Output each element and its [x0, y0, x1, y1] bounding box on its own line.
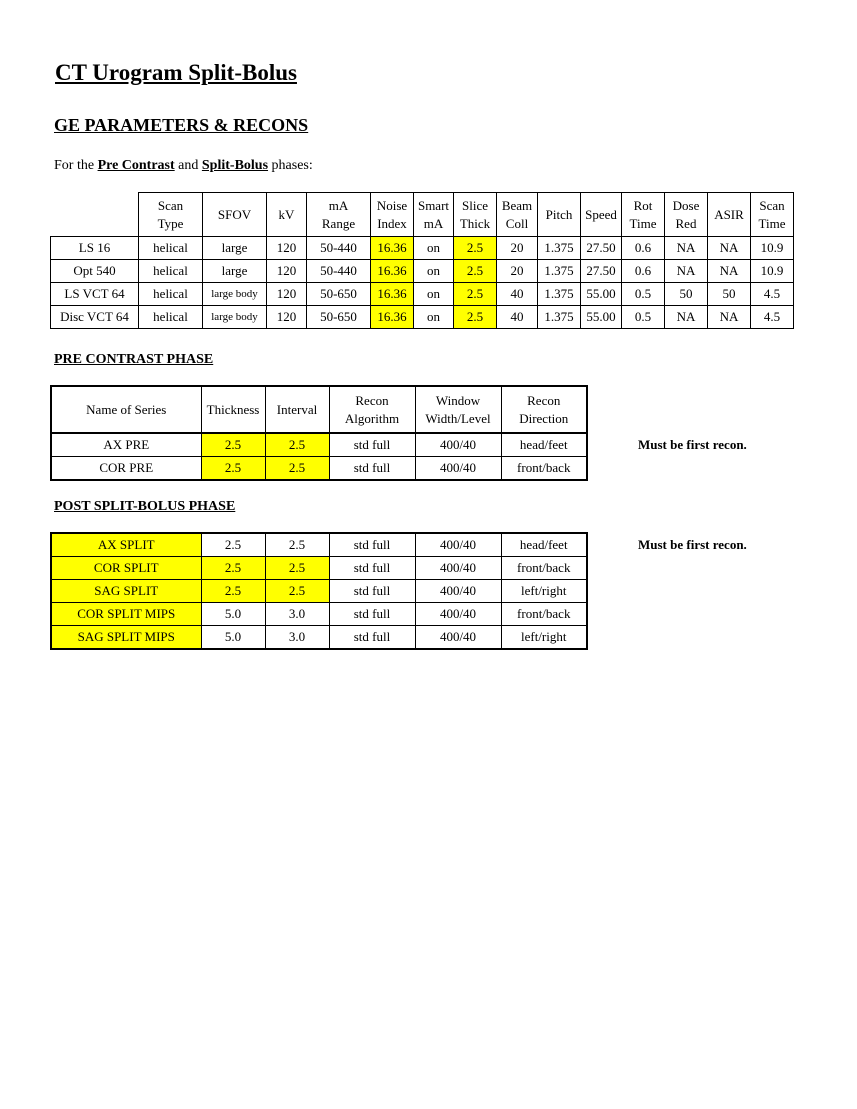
post-row-sag-split: [51, 580, 587, 603]
params-header-pitch: Pitch: [538, 193, 581, 237]
table-cell: 27.50: [581, 260, 622, 283]
table-cell: 4.5: [751, 306, 794, 329]
table-cell: NA: [708, 306, 751, 329]
table-cell: 2.5: [265, 557, 329, 580]
table-cell: 0.5: [622, 306, 665, 329]
table-cell: 400/40: [415, 557, 501, 580]
params-row-ls16: [51, 237, 794, 260]
document-title: CT Urogram Split-Bolus: [55, 60, 297, 85]
table-cell: left/right: [501, 580, 587, 603]
table-cell: 55.00: [581, 306, 622, 329]
post-row-cor-split: [51, 557, 587, 580]
table-cell: 0.5: [622, 283, 665, 306]
table-cell: NA: [665, 260, 708, 283]
params-row-disc-vct64: [51, 306, 794, 329]
post-split-bolus-heading: POST SPLIT-BOLUS PHASE: [54, 499, 236, 514]
table-cell: 400/40: [415, 626, 501, 650]
table-cell: 50-440: [307, 237, 371, 260]
table-cell: 4.5: [751, 283, 794, 306]
table-cell: 400/40: [415, 533, 501, 557]
post-row-sag-split-mips: [51, 626, 587, 650]
params-header-row: [51, 193, 794, 237]
table-cell: Disc VCT 64: [51, 306, 139, 329]
table-cell: on: [414, 283, 454, 306]
table-cell: 3.0: [265, 603, 329, 626]
table-cell: 1.375: [538, 237, 581, 260]
table-cell: 400/40: [415, 457, 501, 481]
table-cell: 2.5: [265, 533, 329, 557]
pre-row-cor-pre: [51, 457, 587, 481]
params-row-ls-vct64: [51, 283, 794, 306]
section-title: GE PARAMETERS & RECONS: [54, 115, 309, 135]
table-cell: 2.5: [265, 433, 329, 457]
pre-header-recon-direction: Recon Direction: [501, 386, 587, 433]
params-header-sfov: SFOV: [203, 193, 267, 237]
table-cell: large body: [203, 283, 267, 306]
post-row-ax-split: [51, 533, 587, 557]
pre-contrast-heading: PRE CONTRAST PHASE: [54, 352, 214, 367]
table-cell: 2.5: [265, 457, 329, 481]
table-cell: 40: [497, 283, 538, 306]
table-cell: head/feet: [501, 533, 587, 557]
pre-row-ax-pre: [51, 433, 587, 457]
table-cell: 16.36: [371, 237, 414, 260]
pre-header-window: Window Width/Level: [415, 386, 501, 433]
post-note: Must be first recon.: [638, 537, 747, 552]
table-cell: 2.5: [201, 457, 265, 481]
params-header-smart-ma: Smart mA: [414, 193, 454, 237]
params-header-scan-time: Scan Time: [751, 193, 794, 237]
params-header-ma-range: mA Range: [307, 193, 371, 237]
table-cell: large: [203, 260, 267, 283]
params-header-asir: ASIR: [708, 193, 751, 237]
scan-parameters-table: [50, 192, 794, 329]
table-cell: 3.0: [265, 626, 329, 650]
table-cell: NA: [708, 237, 751, 260]
table-cell: 400/40: [415, 433, 501, 457]
table-cell: head/feet: [501, 433, 587, 457]
table-cell: COR SPLIT MIPS: [51, 603, 201, 626]
table-cell: 2.5: [265, 580, 329, 603]
params-header-kv: kV: [267, 193, 307, 237]
table-cell: 2.5: [201, 433, 265, 457]
table-cell: LS VCT 64: [51, 283, 139, 306]
table-cell: std full: [329, 433, 415, 457]
table-cell: 16.36: [371, 283, 414, 306]
post-row-cor-split-mips: [51, 603, 587, 626]
table-cell: 16.36: [371, 306, 414, 329]
table-cell: 120: [267, 306, 307, 329]
table-cell: 400/40: [415, 603, 501, 626]
table-cell: 1.375: [538, 283, 581, 306]
table-cell: 50-440: [307, 260, 371, 283]
table-cell: 50: [665, 283, 708, 306]
params-header-noise-index: Noise Index: [371, 193, 414, 237]
params-header-dose-red: Dose Red: [665, 193, 708, 237]
pre-header-row: [51, 386, 587, 433]
table-cell: 50-650: [307, 283, 371, 306]
intro-suffix: phases:: [268, 158, 313, 173]
table-cell: 16.36: [371, 260, 414, 283]
table-cell: AX SPLIT: [51, 533, 201, 557]
table-cell: front/back: [501, 603, 587, 626]
table-cell: 120: [267, 260, 307, 283]
table-cell: large body: [203, 306, 267, 329]
pre-header-thickness: Thickness: [201, 386, 265, 433]
table-cell: 2.5: [454, 283, 497, 306]
table-cell: front/back: [501, 557, 587, 580]
params-header-scan-type: Scan Type: [139, 193, 203, 237]
intro-split-bolus: Split-Bolus: [201, 158, 269, 173]
table-cell: COR PRE: [51, 457, 201, 481]
table-cell: 400/40: [415, 580, 501, 603]
table-cell: helical: [139, 237, 203, 260]
table-cell: 20: [497, 260, 538, 283]
table-cell: 50: [708, 283, 751, 306]
table-cell: large: [203, 237, 267, 260]
table-cell: NA: [665, 237, 708, 260]
table-cell: std full: [329, 580, 415, 603]
table-cell: LS 16: [51, 237, 139, 260]
table-cell: 10.9: [751, 260, 794, 283]
table-cell: 2.5: [454, 237, 497, 260]
table-cell: 120: [267, 237, 307, 260]
table-cell: std full: [329, 603, 415, 626]
table-cell: 2.5: [201, 533, 265, 557]
table-cell: 27.50: [581, 237, 622, 260]
table-cell: front/back: [501, 457, 587, 481]
table-cell: 2.5: [201, 557, 265, 580]
table-cell: on: [414, 260, 454, 283]
table-cell: helical: [139, 306, 203, 329]
table-cell: 50-650: [307, 306, 371, 329]
intro-and: and: [174, 158, 202, 173]
table-cell: 2.5: [201, 580, 265, 603]
params-header-beam-coll: Beam Coll: [497, 193, 538, 237]
pre-contrast-table: [50, 385, 588, 481]
table-cell: 1.375: [538, 306, 581, 329]
table-cell: 0.6: [622, 237, 665, 260]
table-cell: helical: [139, 260, 203, 283]
params-row-opt540: [51, 260, 794, 283]
intro-text: [54, 158, 313, 174]
table-cell: std full: [329, 457, 415, 481]
pre-note: Must be first recon.: [638, 437, 747, 452]
table-cell: on: [414, 306, 454, 329]
table-cell: 40: [497, 306, 538, 329]
params-header-slice-thick: Slice Thick: [454, 193, 497, 237]
table-cell: std full: [329, 626, 415, 650]
post-split-bolus-table: [50, 532, 588, 650]
table-cell: 120: [267, 283, 307, 306]
table-cell: 5.0: [201, 626, 265, 650]
table-cell: helical: [139, 283, 203, 306]
table-cell: NA: [708, 260, 751, 283]
table-cell: left/right: [501, 626, 587, 650]
table-cell: 2.5: [454, 306, 497, 329]
table-cell: 2.5: [454, 260, 497, 283]
table-cell: on: [414, 237, 454, 260]
table-cell: std full: [329, 533, 415, 557]
params-header-empty: [51, 193, 139, 237]
table-cell: NA: [665, 306, 708, 329]
table-cell: 5.0: [201, 603, 265, 626]
table-cell: 10.9: [751, 237, 794, 260]
intro-pre-contrast: Pre Contrast: [97, 158, 175, 173]
table-cell: AX PRE: [51, 433, 201, 457]
pre-header-recon-algorithm: Recon Algorithm: [329, 386, 415, 433]
params-header-rot-time: Rot Time: [622, 193, 665, 237]
table-cell: 1.375: [538, 260, 581, 283]
pre-header-interval: Interval: [265, 386, 329, 433]
pre-header-name: Name of Series: [51, 386, 201, 433]
table-cell: Opt 540: [51, 260, 139, 283]
table-cell: 0.6: [622, 260, 665, 283]
table-cell: SAG SPLIT MIPS: [51, 626, 201, 650]
params-header-speed: Speed: [581, 193, 622, 237]
table-cell: 55.00: [581, 283, 622, 306]
table-cell: 20: [497, 237, 538, 260]
table-cell: COR SPLIT: [51, 557, 201, 580]
intro-prefix: For the: [54, 158, 98, 173]
table-cell: SAG SPLIT: [51, 580, 201, 603]
table-cell: std full: [329, 557, 415, 580]
